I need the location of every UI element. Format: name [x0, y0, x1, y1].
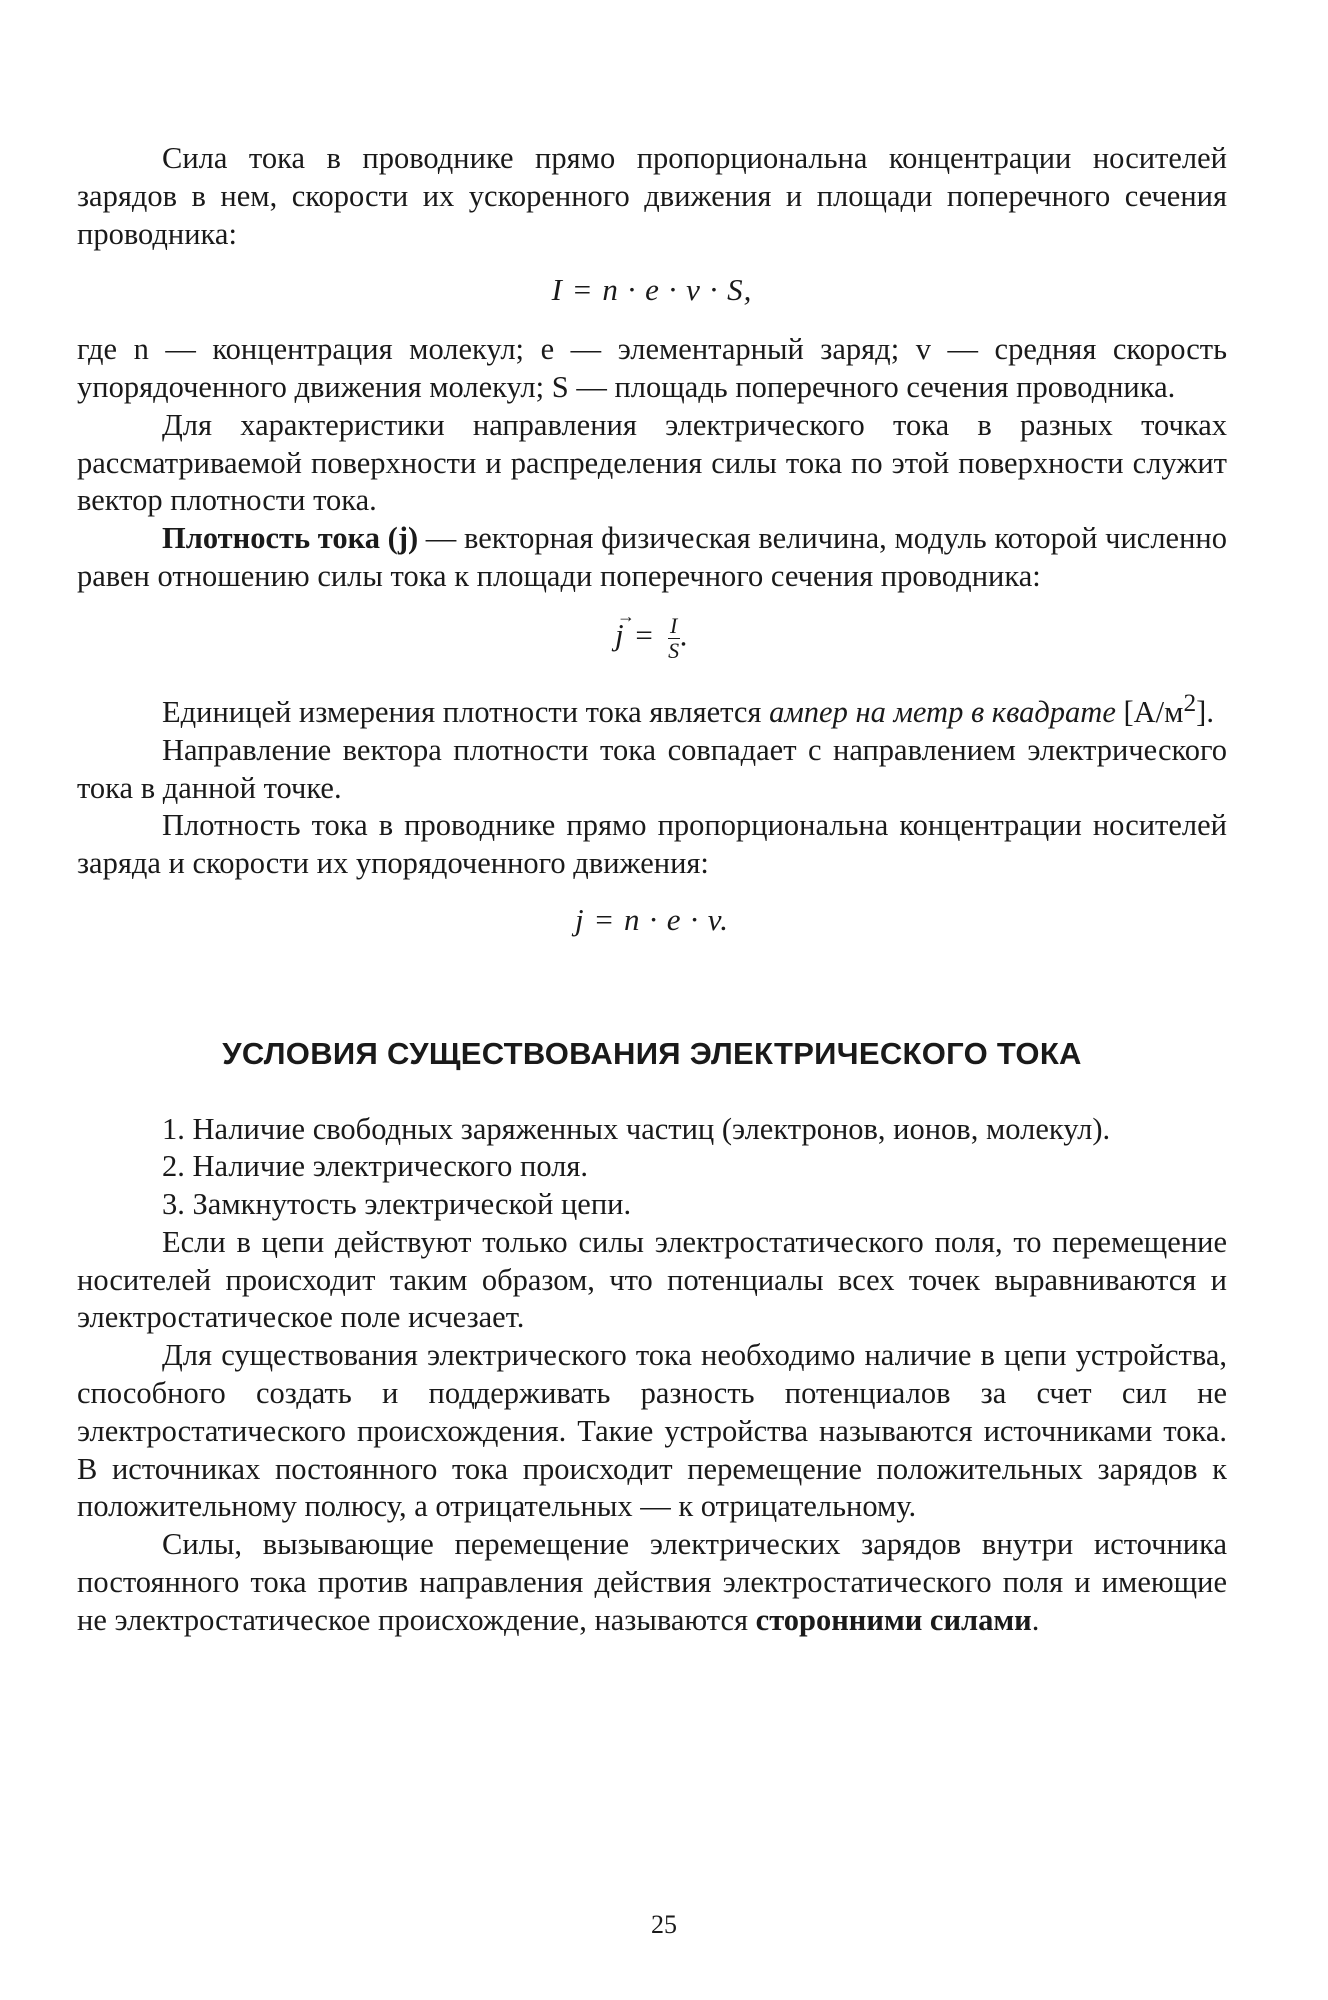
paragraph-density-intro: Для характеристики направления электрического тока в разных точках рассматриваемой поверхности и распределения силы тока по этой поверхности служит вектор плотности тока. — [77, 407, 1227, 518]
page-content — [77, 140, 1227, 1640]
fraction-denominator: S — [668, 637, 681, 663]
vector-j: → j — [615, 616, 625, 654]
page-number: 25 — [651, 1910, 677, 1939]
paragraph-density-proportional: Плотность тока в проводнике прямо пропорциональна концентрации носителей заряда и скорости их упорядоченного движения: — [77, 808, 1227, 881]
unit-exponent: 2 — [1183, 688, 1197, 717]
paragraph-external-forces — [77, 1526, 1227, 1639]
formula-density-carriers: j = n · e · v. — [575, 901, 729, 937]
list-item-3: 3. Замкнутость электрической цепи. — [162, 1187, 632, 1222]
unit-symbol: [А/м — [1115, 694, 1184, 729]
list-item-2: 2. Наличие электрического поля. — [162, 1149, 589, 1184]
formula-current: I = n · e · v · S, — [551, 272, 753, 308]
section-heading: УСЛОВИЯ СУЩЕСТВОВАНИЯ ЭЛЕКТРИЧЕСКОГО ТОКА — [222, 1035, 1082, 1071]
fraction-numerator: I — [669, 612, 679, 638]
paragraph-unit — [77, 685, 1227, 732]
paragraph-direction: Направление вектора плотности тока совпадает с направлением электрического тока в данной точке. — [77, 732, 1227, 805]
term-current-density: Плотность тока (j) — [162, 521, 419, 556]
paragraph-formula-legend: где n — концентрация молекул; e — элементарный заряд; v — средняя скорость упорядоченного движения молекул; S — площадь поперечного сечения проводника. — [77, 332, 1227, 404]
definition-text: — векторная физическая величина, модуль которой численно равен отношению силы тока к площади поперечного сечения проводника: — [77, 521, 1227, 593]
fraction — [668, 614, 680, 663]
paragraph-electrostatic: Если в цепи действуют только силы электростатического поля, то перемещение носителей происходит таким образом, что потенциалы всех точек выравниваются и электростатическое поле исчезает. — [77, 1224, 1227, 1335]
unit-intro: Единицей измерения плотности тока является — [162, 694, 770, 729]
paragraph-sources: Для существования электрического тока необходимо наличие в цепи устройства, способного создать и поддерживать разность потенциалов за счет сил не электростатического происхождения. Такие устройства называются источниками тока. В источниках постоянного тока происходит перемещение положительных зарядов к положительному полюсу, а отрицательных — к отрицательному. — [77, 1338, 1227, 1524]
formula-period: . — [680, 617, 690, 653]
external-forces-text: Силы, вызывающие перемещение электрических зарядов внутри источника постоянного тока против направления действия электростатического поля и имеющие не электростатическое происхождение, называются — [77, 1527, 1227, 1637]
equals-sign: = — [624, 617, 664, 653]
unit-name: ампер на метр в квадрате — [769, 694, 1116, 729]
paragraph-current-formula-intro: Сила тока в проводнике прямо пропорциональна концентрации носителей зарядов в нем, скорости их ускоренного движения и площади поперечного сечения проводника: — [77, 141, 1227, 251]
unit-end: ]. — [1196, 694, 1214, 729]
paragraph-density-definition — [77, 520, 1227, 596]
term-external-forces: сторонними силами — [755, 1602, 1032, 1637]
external-forces-end: . — [1031, 1602, 1040, 1637]
formula-density — [77, 614, 1227, 663]
list-item-1: 1. Наличие свободных заряженных частиц (электронов, ионов, молекул). — [162, 1111, 1111, 1146]
